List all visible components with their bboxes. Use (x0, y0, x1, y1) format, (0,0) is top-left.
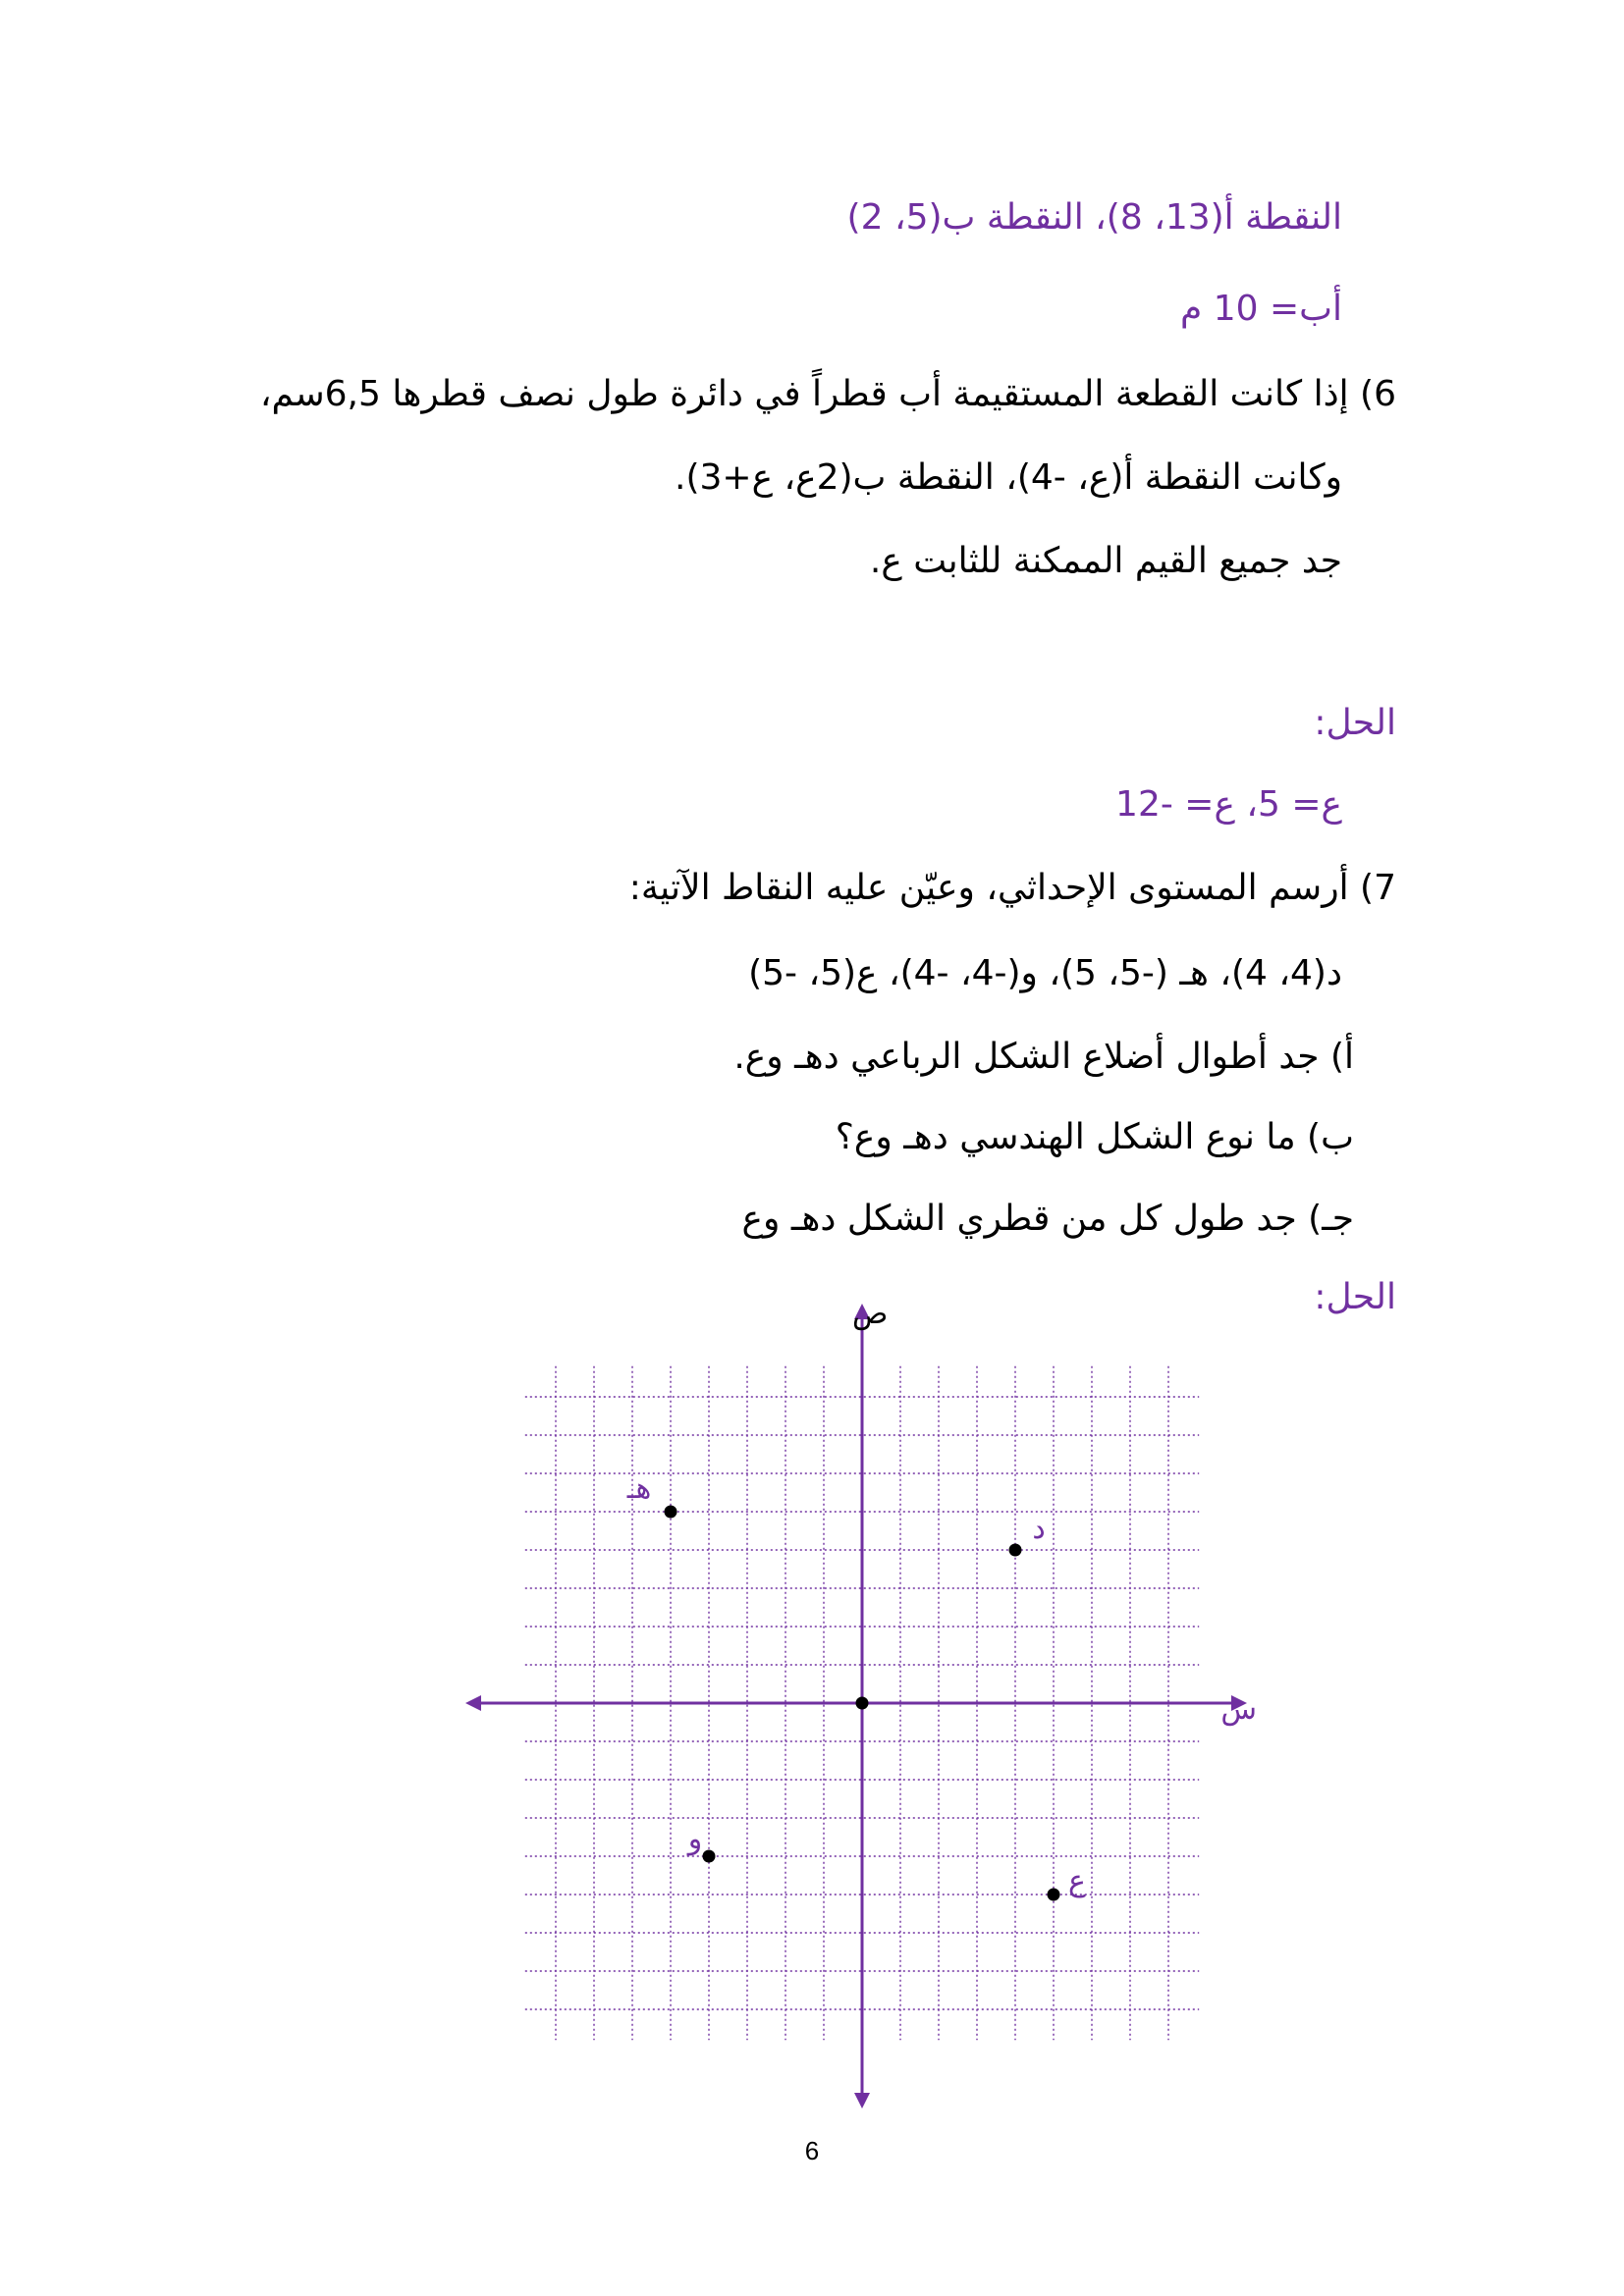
coordinate-plane (461, 1296, 1306, 2130)
points-ab-line: النقطة أ(13، 8)، النقطة ب(5، 2) (846, 197, 1342, 238)
solution-label: الحل: (1314, 703, 1396, 743)
y-axis-arrow-bottom (854, 2093, 870, 2109)
point-marker (703, 1850, 716, 1863)
point-label: و (687, 1822, 703, 1856)
question-6-answer: ع= 5، ع= -12 (1115, 784, 1342, 825)
question-7-line-1: 7) أرسم المستوى الإحداثي، وعيّن عليه النقاط الآتية: (628, 868, 1396, 908)
question-7-part-c: جـ) جد طول كل من قطري الشكل دهـ وع (741, 1199, 1354, 1239)
plotted-points (626, 1471, 1086, 1901)
question-7-points: د(4، 4)، هـ (-5، 5)، و(-4، -4)، ع(5، -5) (748, 953, 1342, 993)
point-marker (665, 1506, 677, 1519)
question-6-line-2: وكانت النقطة أ(ع، -4)، النقطة ب(2ع، ع+3). (675, 457, 1342, 498)
ab-length-line: أب= 10 م (1179, 289, 1342, 329)
question-6-line-1: 6) إذا كانت القطعة المستقيمة أب قطراً في دائرة طول نصف قطرها 6,5سم، (259, 374, 1396, 414)
question-7-part-a: أ) جد أطوال أضلاع الشكل الرباعي دهـ وع. (733, 1037, 1354, 1077)
question-7-part-b: ب) ما نوع الشكل الهندسي دهـ وع؟ (835, 1117, 1354, 1157)
point-marker (1009, 1544, 1022, 1557)
solution-label-2: الحل: (1314, 1277, 1396, 1317)
point-label: هـ (626, 1471, 652, 1506)
x-axis-label: س (1220, 1692, 1257, 1727)
point-marker (1048, 1889, 1060, 1901)
point-label: د (1032, 1512, 1046, 1546)
page-number: 6 (804, 2136, 820, 2165)
x-axis-arrow-left (465, 1695, 481, 1711)
point-label: ع (1068, 1864, 1086, 1898)
question-6-line-3: جد جميع القيم الممكنة للثابت ع. (869, 541, 1342, 581)
point-marker (856, 1697, 869, 1710)
y-axis-label: ص (852, 1297, 889, 1331)
